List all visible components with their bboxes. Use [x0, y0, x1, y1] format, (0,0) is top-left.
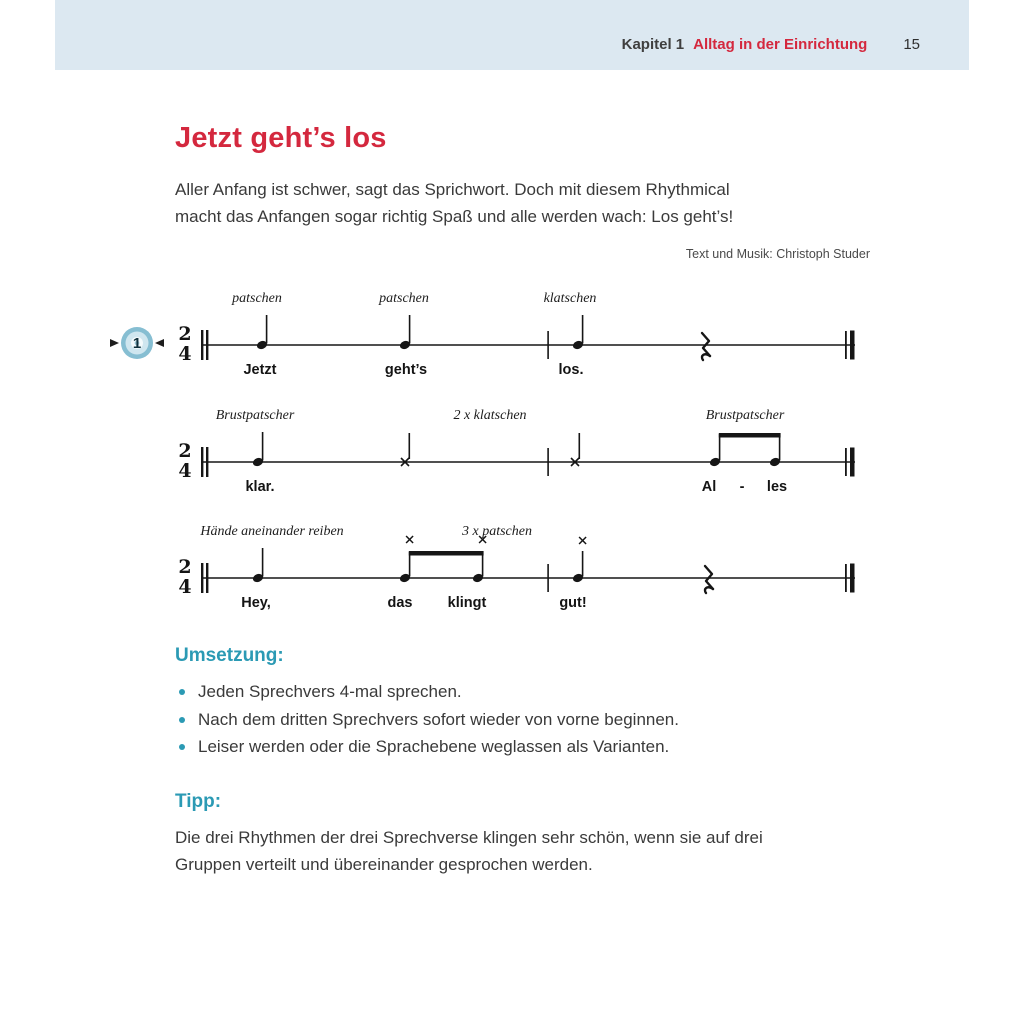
measure-barline [547, 448, 549, 476]
performance-annotation: 3 x patschen [462, 524, 532, 539]
cd-track-number: 1 [132, 335, 142, 352]
time-signature [172, 558, 198, 597]
tipp-heading: Tipp: [175, 791, 222, 812]
x-accent [579, 537, 586, 544]
clap-note-x-head [401, 433, 409, 466]
music-credit: Text und Musik: Christoph Studer [685, 247, 870, 261]
lyric: Hey, [241, 595, 271, 611]
clap-note-x-head [571, 433, 579, 466]
measure-barline [547, 564, 549, 592]
page-number: 15 [903, 36, 920, 53]
time-signature-bottom: 4 [178, 459, 192, 482]
performance-annotation: klatschen [543, 291, 597, 306]
measure-barline [547, 331, 549, 359]
running-head [622, 36, 920, 53]
lyric: les [766, 479, 788, 495]
intro-line-1: Aller Anfang ist schwer, sagt das Sprichwort. Doch mit diesem Rhythmical [175, 180, 730, 199]
lyric: das [387, 595, 413, 611]
quarter-note [399, 315, 412, 351]
tipp-paragraph [175, 824, 763, 878]
lyric: Al [701, 479, 717, 495]
time-signature-top: 2 [178, 440, 192, 462]
quarter-note [572, 315, 585, 351]
lyric: los. [558, 362, 584, 378]
tipp-line-2: Gruppen verteilt und übereinander gesprochen werden. [175, 855, 593, 874]
performance-annotation: Brustpatscher [215, 408, 295, 423]
list-item: Jeden Sprechvers 4-mal sprechen. [175, 678, 679, 706]
time-signature [172, 442, 198, 481]
list-item: Leiser werden oder die Sprachebene weglassen als Varianten. [175, 733, 679, 761]
time-signature [172, 325, 198, 364]
umsetzung-list [175, 678, 679, 761]
quarter-note [572, 551, 585, 584]
lyric: Jetzt [243, 362, 277, 378]
tipp-line-1: Die drei Rhythmen der drei Sprechverse klingen sehr schön, wenn sie auf drei [175, 828, 763, 847]
performance-annotation: Brustpatscher [705, 408, 785, 423]
quarter-note [252, 432, 265, 468]
time-signature-bottom: 4 [178, 342, 192, 365]
lyric: klingt [447, 595, 487, 611]
performance-annotation: Hände aneinander reiben [200, 524, 344, 539]
performance-annotation: patschen [379, 291, 429, 306]
music-system-2 [110, 407, 870, 517]
quarter-note [256, 315, 269, 351]
lyric: klar. [245, 479, 275, 495]
header-band [55, 0, 969, 70]
performance-annotation: 2 x klatschen [453, 408, 527, 423]
staff-graphics-1 [110, 290, 870, 400]
time-signature-bottom: 4 [178, 575, 192, 598]
music-system-1 [110, 290, 870, 400]
quarter-rest [705, 566, 713, 593]
chapter-label: Kapitel 1 [621, 36, 685, 53]
lyric: geht’s [384, 362, 428, 378]
quarter-rest [702, 333, 710, 360]
music-system-3 [110, 523, 870, 633]
time-signature-top: 2 [178, 323, 192, 345]
intro-line-2: macht das Anfangen sogar richtig Spaß und alle werden wach: Los geht’s! [175, 207, 734, 226]
page-title: Jetzt geht’s los [175, 122, 387, 154]
intro-paragraph [175, 176, 733, 230]
lyric: gut! [559, 595, 587, 611]
list-item: Nach dem dritten Sprechvers sofort wieder von vorne beginnen. [175, 706, 679, 734]
quarter-note [252, 548, 265, 584]
time-signature-top: 2 [178, 556, 192, 578]
performance-annotation: patschen [232, 291, 282, 306]
umsetzung-heading: Umsetzung: [175, 645, 284, 666]
chapter-section-label: Alltag in der Einrichtung [693, 36, 868, 53]
lyric: - [739, 479, 745, 495]
